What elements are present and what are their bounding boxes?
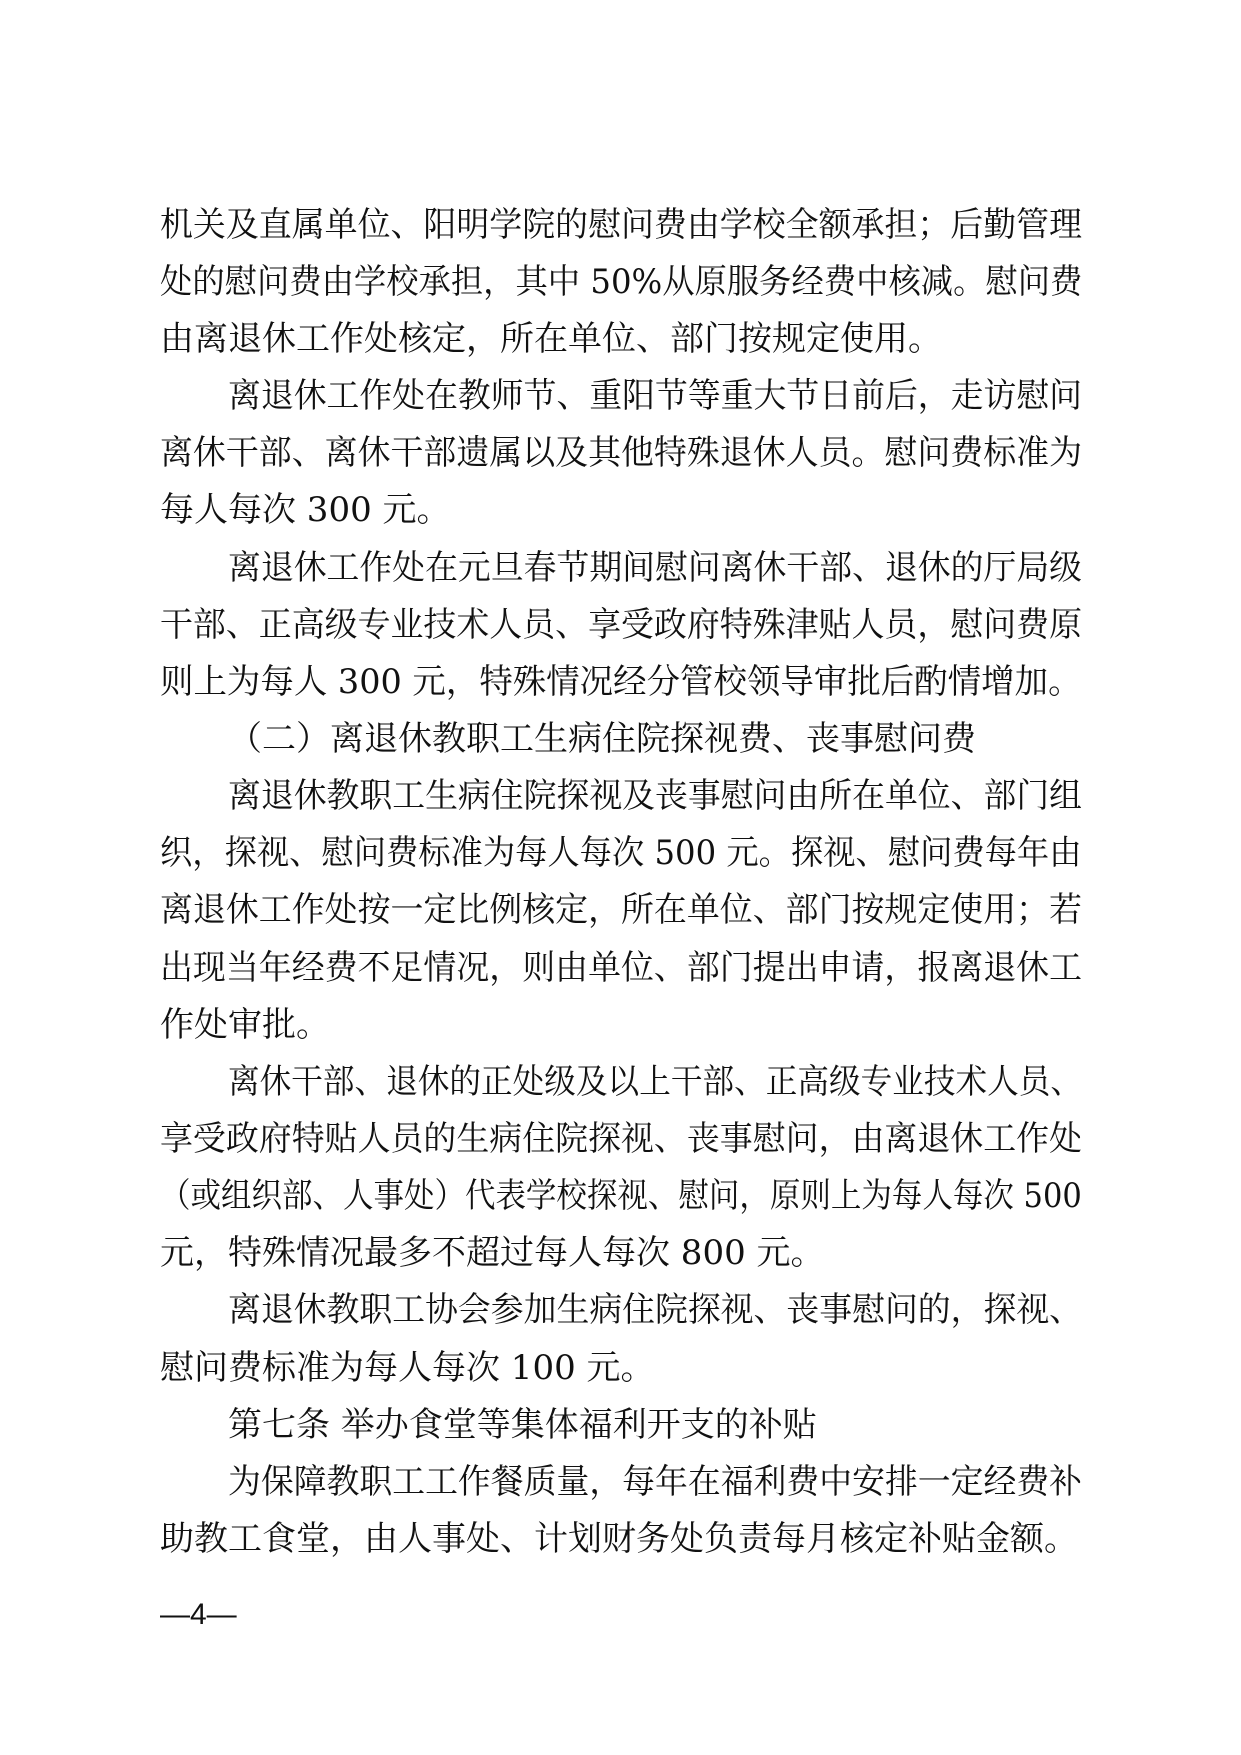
body-text-line: 作处审批。: [160, 1005, 330, 1045]
page-number: —4—: [160, 1598, 237, 1631]
article-heading: 第七条 举办食堂等集体福利开支的补贴: [228, 1405, 817, 1445]
body-text-line: 机关及直属单位、阳明学院的慰问费由学校全额承担；后勤管理: [160, 205, 1083, 245]
body-text-line: 则上为每人 300 元，特殊情况经分管校领导审批后酌情增加。: [160, 662, 1082, 702]
body-text-line: 处的慰问费由学校承担，其中 50%从原服务经费中核减。慰问费: [160, 262, 1083, 302]
body-text-line: 出现当年经费不足情况，则由单位、部门提出申请，报离退休工: [160, 948, 1083, 988]
body-text-line: （或组织部、人事处）代表学校探视、慰问，原则上为每人每次 500: [160, 1176, 1082, 1216]
body-text-line: 由离退休工作处核定，所在单位、部门按规定使用。: [160, 319, 942, 359]
body-text-line: 离退休工作处按一定比例核定，所在单位、部门按规定使用；若: [160, 890, 1083, 930]
body-text-line: 织，探视、慰问费标准为每人每次 500 元。探视、慰问费每年由: [160, 833, 1082, 873]
paragraph-first-line: 离退休工作处在元旦春节期间慰问离休干部、退休的厅局级: [228, 548, 1083, 588]
body-text-line: 助教工食堂，由人事处、计划财务处负责每月核定补贴金额。: [160, 1519, 1078, 1559]
paragraph-first-line: 离休干部、退休的正处级及以上干部、正高级专业技术人员、: [228, 1062, 1083, 1102]
paragraph-first-line: 离退休教职工协会参加生病住院探视、丧事慰问的，探视、: [228, 1290, 1083, 1330]
body-text-line: 离休干部、离休干部遗属以及其他特殊退休人员。慰问费标准为: [160, 433, 1083, 473]
paragraph-first-line: 离退休教职工生病住院探视及丧事慰问由所在单位、部门组: [228, 776, 1083, 816]
body-text-line: 每人每次 300 元。: [160, 490, 451, 530]
paragraph-first-line: 离退休工作处在教师节、重阳节等重大节日前后，走访慰问: [228, 376, 1083, 416]
paragraph-first-line: 为保障教职工工作餐质量，每年在福利费中安排一定经费补: [228, 1462, 1083, 1502]
body-text-line: 元，特殊情况最多不超过每人每次 800 元。: [160, 1233, 825, 1273]
body-text-line: 享受政府特贴人员的生病住院探视、丧事慰问，由离退休工作处: [160, 1119, 1083, 1159]
body-text-line: 干部、正高级专业技术人员、享受政府特殊津贴人员，慰问费原: [160, 605, 1083, 645]
body-text-line: 慰问费标准为每人每次 100 元。: [160, 1348, 655, 1388]
section-heading: （二）离退休教职工生病住院探视费、丧事慰问费: [228, 719, 976, 759]
